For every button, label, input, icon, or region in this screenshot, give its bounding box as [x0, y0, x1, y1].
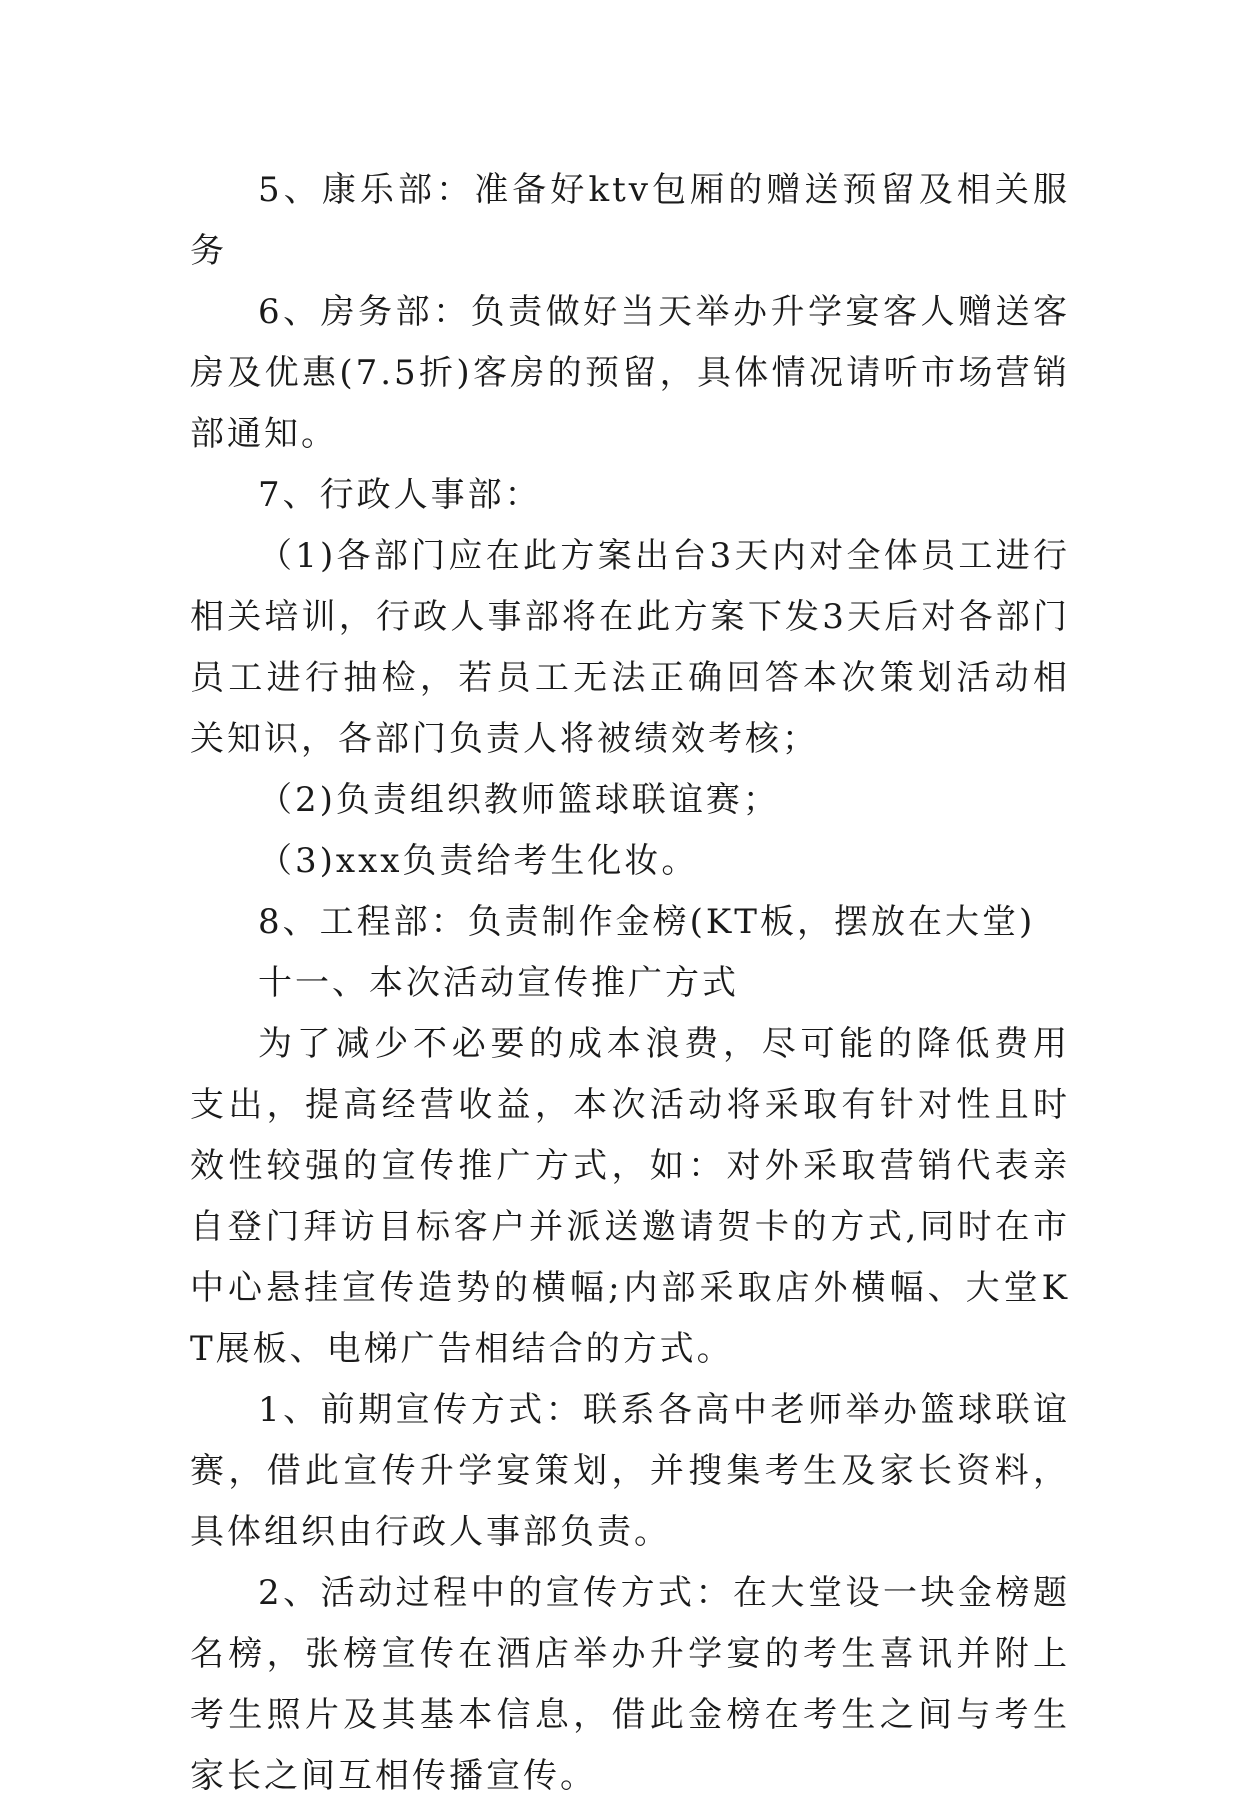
paragraph-kangle-department: 5、康乐部：准备好ktv包厢的赠送预留及相关服务 — [190, 170, 1070, 271]
document-body — [190, 160, 1070, 1807]
paragraph-promotion-overview: 为了减少不必要的成本浪费，尽可能的降低费用支出，提高经营收益，本次活动将采取有针对性且时效性较强的宣传推广方式，如：对外采取营销代表亲自登门拜访目标客户并派送邀请贺卡的方式,同时在市中心悬挂宣传造势的横幅;内部采取店外横幅、大堂KT展板、电梯广告相结合的方式。 — [190, 1024, 1070, 1369]
paragraph-admin-hr-item-1: （1)各部门应在此方案出台3天内对全体员工进行相关培训，行政人事部将在此方案下发3天后对各部门员工进行抽检，若员工无法正确回答本次策划活动相关知识，各部门负责人将被绩效考核； — [190, 536, 1070, 759]
paragraph-admin-hr-heading: 7、行政人事部： — [258, 475, 542, 515]
paragraph-event-promotion: 2、活动过程中的宣传方式：在大堂设一块金榜题名榜，张榜宣传在酒店举办升学宴的考生喜讯并附上考生照片及其基本信息，借此金榜在考生之间与考生家长之间互相传播宣传。 — [190, 1573, 1070, 1796]
paragraph-admin-hr-item-3: （3)xxx负责给考生化妆。 — [258, 841, 699, 881]
paragraph-housekeeping-department: 6、房务部：负责做好当天举办升学宴客人赠送客房及优惠(7.5折)客房的预留，具体情况请听市场营销部通知。 — [190, 292, 1070, 454]
paragraph-early-promotion: 1、前期宣传方式：联系各高中老师举办篮球联谊赛，借此宣传升学宴策划，并搜集考生及家长资料，具体组织由行政人事部负责。 — [190, 1390, 1070, 1552]
section-heading-promotion: 十一、本次活动宣传推广方式 — [258, 963, 739, 1003]
paragraph-engineering-department: 8、工程部：负责制作金榜(KT板，摆放在大堂) — [258, 902, 1036, 942]
paragraph-admin-hr-item-2: （2)负责组织教师篮球联谊赛； — [258, 780, 780, 820]
